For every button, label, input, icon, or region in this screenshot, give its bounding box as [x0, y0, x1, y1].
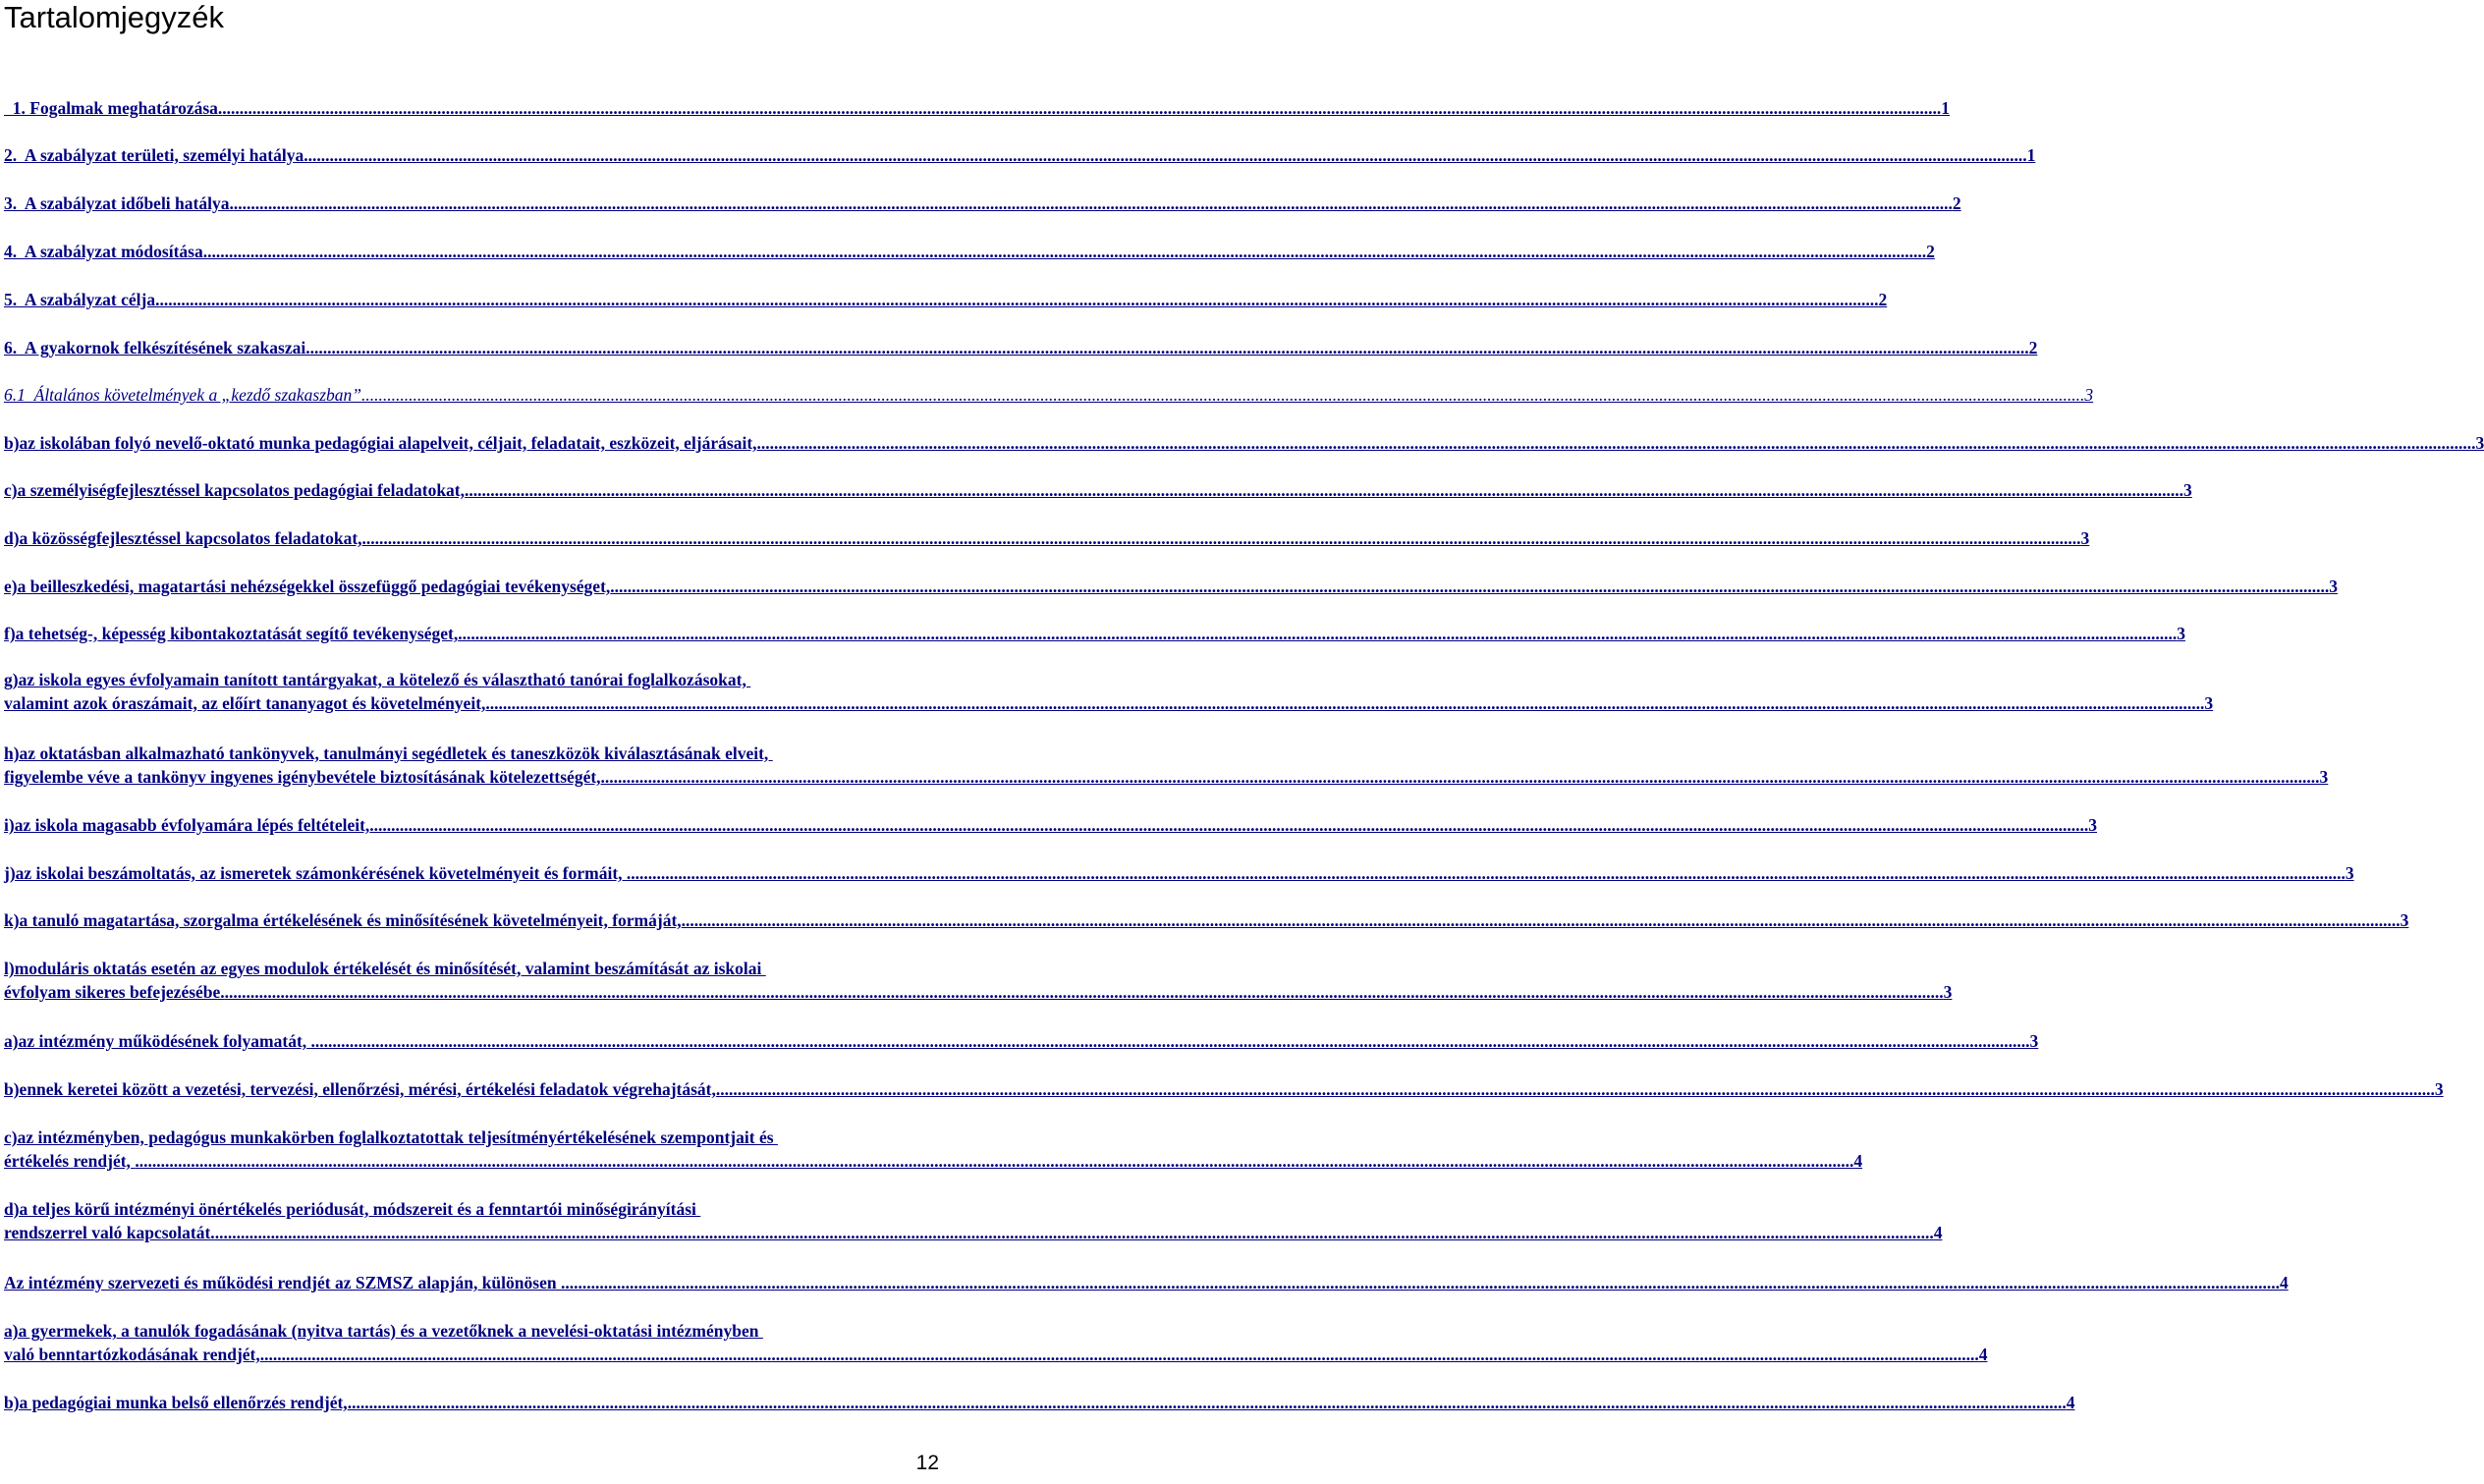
toc-entry-line	[4, 1319, 939, 1343]
toc-page-number: 2	[2028, 338, 2038, 357]
toc-entry[interactable]	[4, 908, 2409, 932]
toc-entry-line	[4, 96, 1951, 120]
toc-entry-text: b)a pedagógiai munka belső ellenőrzés rendjét,	[4, 1393, 348, 1412]
toc-page-number: 4	[1978, 1345, 1988, 1364]
toc-dot-leader: ................................................................................................................................................................................................................................................................................................................................................................................................................	[347, 1393, 2067, 1412]
toc-dot-leader: ................................................................................................................................................................................................................................................................................................................................................................................................................	[309, 338, 2029, 357]
toc-page-number: 3	[2029, 1031, 2039, 1051]
toc-dot-leader: ................................................................................................................................................................................................................................................................................................................................................................................................................	[222, 98, 1942, 118]
toc-entry-line	[4, 336, 2038, 359]
toc-page-number: 3	[2400, 910, 2409, 930]
toc-dot-leader: ................................................................................................................................................................................................................................................................................................................................................................................................................	[365, 385, 2085, 405]
toc-entry[interactable]	[4, 478, 2192, 502]
toc-dot-leader: ................................................................................................................................................................................................................................................................................................................................................................................................................	[560, 1273, 2280, 1292]
toc-page-number: 3	[2204, 693, 2214, 713]
toc-entry[interactable]	[4, 1319, 1988, 1366]
toc-entry-line	[4, 1221, 1943, 1244]
toc-entry[interactable]	[4, 861, 2354, 885]
toc-entry[interactable]	[4, 1391, 2075, 1414]
toc-entry[interactable]	[4, 742, 2329, 789]
toc-entry-text: 1. Fogalmak meghatározása.	[4, 98, 223, 118]
toc-page-number: 1	[1941, 98, 1951, 118]
toc-entry[interactable]	[4, 668, 2214, 715]
toc-dot-leader: ................................................................................................................................................................................................................................................................................................................................................................................................................	[756, 433, 2476, 453]
toc-entry-text: a)a gyermekek, a tanulók fogadásának (nyitva tartás) és a vezetőknek a nevelési-oktatási intézményben	[4, 1321, 763, 1341]
toc-page-number: 3	[2319, 767, 2329, 787]
toc-entry-text: valamint azok óraszámait, az előírt tananyagot és követelményeit,	[4, 693, 486, 713]
toc-entry-line	[4, 1197, 939, 1221]
toc-entry-line	[4, 1126, 939, 1149]
toc-page-number: 1	[2026, 145, 2036, 165]
toc-entry[interactable]	[4, 336, 2038, 359]
toc-entry-line	[4, 861, 2354, 885]
toc-dot-leader: ................................................................................................................................................................................................................................................................................................................................................................................................................	[159, 290, 1879, 309]
toc-dot-leader: ................................................................................................................................................................................................................................................................................................................................................................................................................	[626, 863, 2346, 883]
toc-entry-text: rendszerrel való kapcsolatát.	[4, 1223, 215, 1242]
toc-entry[interactable]	[4, 813, 2098, 837]
toc-entry-text: 4. A szabályzat módosítása.	[4, 242, 208, 261]
toc-entry-line	[4, 1029, 2039, 1053]
toc-entry-text: figyelembe véve a tankönyv ingyenes igénybevétele biztosításának kötelezettségét,	[4, 767, 601, 787]
toc-entry-text: c)az intézményben, pedagógus munkakörben foglalkoztatottak teljesítményértékelésének szempontjait és	[4, 1127, 778, 1147]
toc-entry-line	[4, 240, 1935, 263]
toc-entry[interactable]	[4, 431, 2484, 455]
toc-dot-leader: ................................................................................................................................................................................................................................................................................................................................................................................................................	[233, 193, 1953, 213]
toc-entry-text: való benntartózkodásának rendjét,	[4, 1345, 260, 1364]
page-number: 12	[915, 1452, 939, 1474]
toc-entry[interactable]	[4, 957, 1953, 1004]
toc-page-number: 3	[2177, 624, 2185, 643]
toc-entry-line	[4, 813, 2098, 837]
toc-page-number: 4	[2279, 1273, 2289, 1292]
toc-entry-text: l)moduláris oktatás esetén az egyes modulok értékelését és minősítését, valamint beszámítását az iskolai	[4, 959, 766, 978]
toc-page-number: 3	[2183, 480, 2192, 500]
toc-entry-text: d)a közösségfejlesztéssel kapcsolatos feladatokat,	[4, 528, 362, 548]
toc-dot-leader: ................................................................................................................................................................................................................................................................................................................................................................................................................	[458, 624, 2178, 643]
toc-entry-text: d)a teljes körű intézményi önértékelés periódusát, módszereit és a fenntartói minőségirányítási	[4, 1199, 701, 1219]
toc-entry[interactable]	[4, 143, 2036, 167]
toc-dot-leader: ................................................................................................................................................................................................................................................................................................................................................................................................................	[485, 693, 2205, 713]
toc-dot-leader: ................................................................................................................................................................................................................................................................................................................................................................................................................	[214, 1223, 1934, 1242]
toc-page-number: 3	[2345, 863, 2354, 883]
toc-entry-line	[4, 383, 2094, 407]
toc-dot-leader: ................................................................................................................................................................................................................................................................................................................................................................................................................	[207, 242, 1927, 261]
toc-entry-text: h)az oktatásban alkalmazható tankönyvek, tanulmányi segédletek és taneszközök kiválasztásának elveit,	[4, 743, 773, 763]
toc-entry[interactable]	[4, 526, 2090, 550]
toc-entry-line	[4, 192, 1961, 215]
toc-entry-text: 6.1 Általános követelmények a „kezdő szakaszban”.	[4, 385, 366, 405]
toc-page-number: 3	[1943, 982, 1953, 1002]
toc-entry[interactable]	[4, 622, 2185, 645]
toc-entry[interactable]	[4, 288, 1888, 311]
toc-entry-text: értékelés rendjét,	[4, 1151, 136, 1171]
toc-entry[interactable]	[4, 1126, 1863, 1173]
toc-entry-line	[4, 526, 2090, 550]
toc-entry-line	[4, 431, 2484, 455]
toc-page-number: 2	[1878, 290, 1888, 309]
toc-dot-leader: ................................................................................................................................................................................................................................................................................................................................................................................................................	[135, 1151, 1854, 1171]
toc-entry-text: j)az iskolai beszámoltatás, az ismeretek számonkérésének követelményeit és formáit,	[4, 863, 627, 883]
toc-entry[interactable]	[4, 1029, 2039, 1053]
toc-entry-text: a)az intézmény működésének folyamatát,	[4, 1031, 311, 1051]
toc-page-number: 4	[2066, 1393, 2075, 1412]
toc-dot-leader: ................................................................................................................................................................................................................................................................................................................................................................................................................	[224, 982, 1944, 1002]
toc-entry-line	[4, 1343, 1988, 1366]
toc-entry-line	[4, 143, 2036, 167]
toc-entry[interactable]	[4, 1271, 2289, 1294]
toc-dot-leader: ................................................................................................................................................................................................................................................................................................................................................................................................................	[600, 767, 2320, 787]
toc-entry-line	[4, 1391, 2075, 1414]
toc-entry-text: e)a beilleszkedési, magatartási nehézségekkel összefüggő pedagógiai tevékenységet,	[4, 577, 611, 596]
toc-page-number: 3	[2329, 577, 2339, 596]
toc-page-number: 3	[2475, 433, 2484, 453]
toc-entry-text: 2. A szabályzat területi, személyi hatálya.	[4, 145, 308, 165]
toc-entry-text: 3. A szabályzat időbeli hatálya.	[4, 193, 234, 213]
toc-page-number: 3	[2080, 528, 2090, 548]
toc-page-number: 2	[1952, 193, 1961, 213]
toc-entry-line	[4, 691, 2214, 715]
toc-entry-text: b)az iskolában folyó nevelő-oktató munka pedagógiai alapelveit, céljait, feladatait, eszközeit, eljárásait,	[4, 433, 757, 453]
toc-entry-line	[4, 575, 2339, 598]
toc-entry[interactable]	[4, 96, 1951, 120]
toc-entry-text: k)a tanuló magatartása, szorgalma értékelésének és minősítésének követelményeit, formáját,	[4, 910, 682, 930]
toc-entry-line	[4, 1271, 2289, 1294]
toc-entry-line	[4, 622, 2185, 645]
toc-entry[interactable]	[4, 383, 2094, 407]
toc-dot-leader: ................................................................................................................................................................................................................................................................................................................................................................................................................	[610, 577, 2330, 596]
toc-entry-line	[4, 1077, 2444, 1101]
toc-entry-text: i)az iskola magasabb évfolyamára lépés feltételeit,	[4, 815, 370, 835]
toc-entry-line	[4, 957, 939, 980]
toc-entry[interactable]	[4, 240, 1935, 263]
toc-entry[interactable]	[4, 1197, 1943, 1244]
toc-dot-leader: ................................................................................................................................................................................................................................................................................................................................................................................................................	[369, 815, 2089, 835]
toc-entry-line	[4, 742, 939, 765]
toc-dot-leader: ................................................................................................................................................................................................................................................................................................................................................................................................................	[307, 145, 2027, 165]
toc-page-number: 3	[2088, 815, 2098, 835]
toc-entry-text: 6. A gyakornok felkészítésének szakaszai.	[4, 338, 310, 357]
toc-page-number: 3	[2084, 385, 2094, 405]
toc-dot-leader: ................................................................................................................................................................................................................................................................................................................................................................................................................	[310, 1031, 2030, 1051]
toc-entry-line	[4, 478, 2192, 502]
toc-entry-text: c)a személyiségfejlesztéssel kapcsolatos pedagógiai feladatokat,	[4, 480, 466, 500]
toc-page-number: 4	[1933, 1223, 1943, 1242]
toc-entry[interactable]	[4, 575, 2339, 598]
toc-entry-text: évfolyam sikeres befejezésébe.	[4, 982, 225, 1002]
toc-dot-leader: ................................................................................................................................................................................................................................................................................................................................................................................................................	[681, 910, 2401, 930]
toc-entry-line	[4, 980, 1953, 1004]
toc-entry-text: f)a tehetség-, képesség kibontakoztatását segítő tevékenységet,	[4, 624, 459, 643]
toc-page-number: 2	[1926, 242, 1935, 261]
toc-entry-line	[4, 1149, 1863, 1173]
toc-entry[interactable]	[4, 1077, 2444, 1101]
toc-entry-line	[4, 908, 2409, 932]
toc-entry-text: g)az iskola egyes évfolyamain tanított tantárgyakat, a kötelező és választható tanórai foglalkozásokat,	[4, 670, 751, 689]
page-title: Tartalomjegyzék	[4, 0, 224, 34]
toc-entry-text: b)ennek keretei között a vezetési, tervezési, ellenőrzési, mérési, értékelési feladatok végrehajtását,	[4, 1079, 716, 1099]
toc-dot-leader: ................................................................................................................................................................................................................................................................................................................................................................................................................	[715, 1079, 2435, 1099]
toc-entry-text: 5. A szabályzat célja.	[4, 290, 160, 309]
toc-dot-leader: ................................................................................................................................................................................................................................................................................................................................................................................................................	[465, 480, 2184, 500]
toc-dot-leader: ................................................................................................................................................................................................................................................................................................................................................................................................................	[259, 1345, 1979, 1364]
toc-entry[interactable]	[4, 192, 1961, 215]
toc-entry-text: Az intézmény szervezeti és működési rendjét az SZMSZ alapján, különösen	[4, 1273, 561, 1292]
toc-page-number: 3	[2434, 1079, 2444, 1099]
toc-entry-line	[4, 668, 939, 691]
toc-dot-leader: ................................................................................................................................................................................................................................................................................................................................................................................................................	[361, 528, 2081, 548]
toc-entry-line	[4, 288, 1888, 311]
toc-page-number: 4	[1853, 1151, 1863, 1171]
toc-entry-line	[4, 765, 2329, 789]
